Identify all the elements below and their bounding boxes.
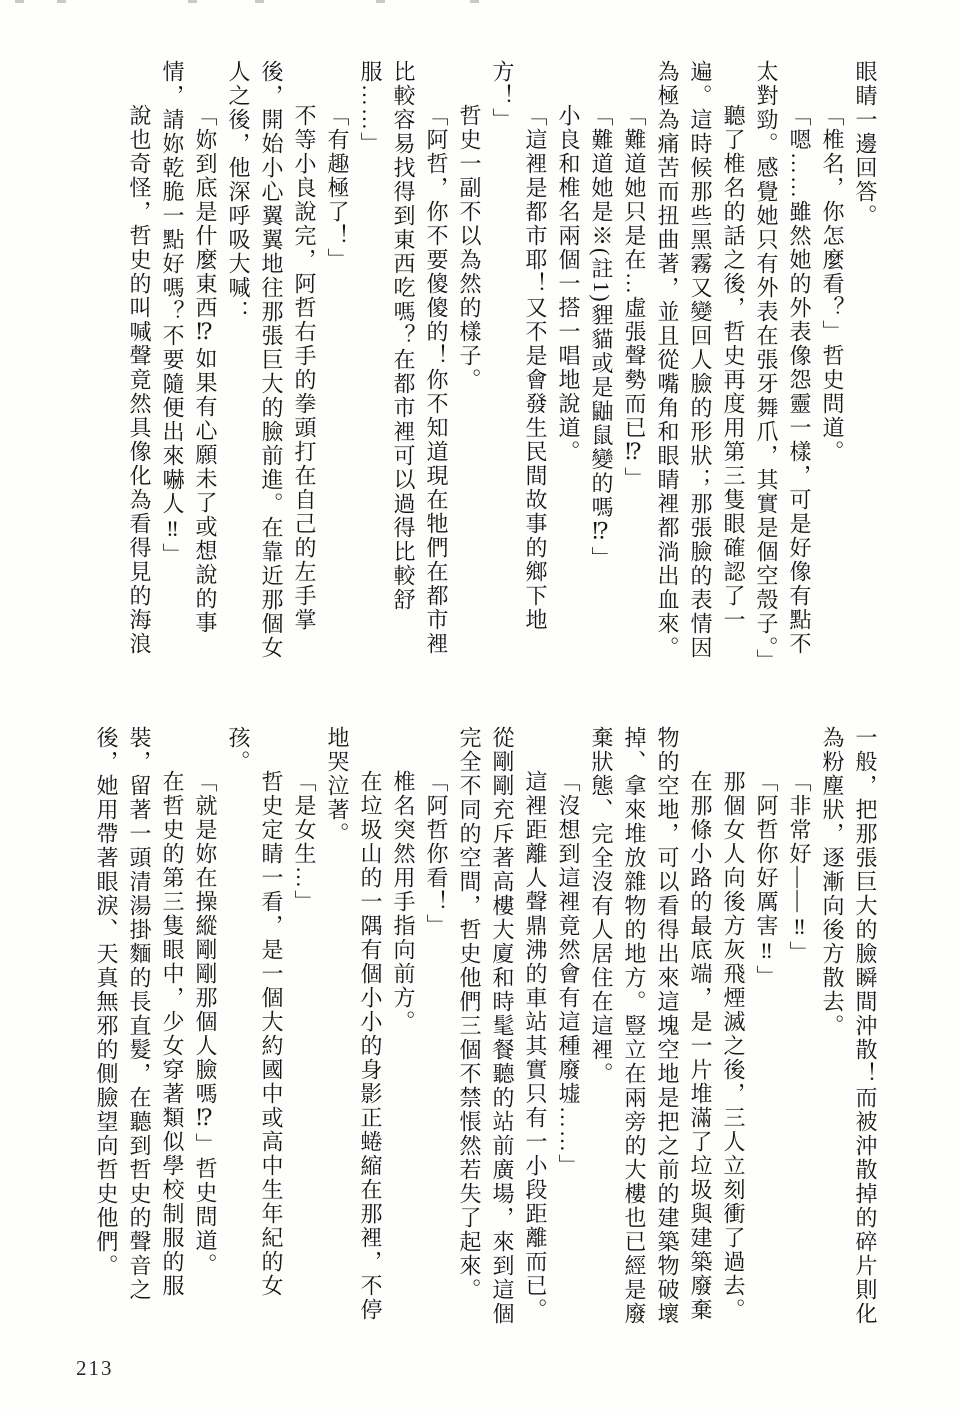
paragraph: 「是女生…」 [292,770,317,914]
scan-artifact [470,0,479,3]
paragraph: 在垃圾山的一隅有個小小的身影正蜷縮在那裡，不停地哭泣著。 [325,726,383,1322]
paragraph: 說也奇怪，哲史的叫喊聲竟然具像化為看得見的海浪 [127,104,152,656]
paragraph: 那個女人向後方灰飛煙滅之後，三人立刻衝了過去。 [721,770,746,1322]
paragraph: 「嗯……雖然她的外表像怨靈一樣，可是好像有點不太對勁。感覺她只有外表在張牙舞爪，其實是個空殼子。」 [754,60,812,673]
paragraph: 「非常好——‼」 [787,770,812,965]
paragraph: 「沒想到這裡竟然會有這種廢墟……」 [556,770,581,1178]
scan-artifact [15,0,24,3]
scan-artifact [376,0,385,3]
scan-artifact [57,0,66,3]
paragraph: 不等小良說完，阿哲右手的拳頭打在自己的左手掌後，開始小心翼翼地往那張巨大的臉前進。在靠近那個女人之後，他深呼吸大喊： [226,60,317,660]
paragraph: 「這裡是都市耶！又不是會發生民間故事的鄉下地方！」 [490,60,548,632]
paragraph: 「有趣極了！」 [325,104,350,272]
paragraph: 「阿哲你好厲害‼」 [754,770,779,989]
paragraph: 椎名突然用手指向前方。 [391,770,416,1034]
paragraph: 一般，把那張巨大的臉瞬間沖散！而被沖散掉的碎片則化為粉塵狀，逐漸向後方散去。 [820,726,878,1326]
paragraph: 這裡距離人聲鼎沸的車站其實只有一小段距離而已。從剛剛充斥著高樓大廈和時髦餐聽的站前廣場，來到這個完全不同的空間，哲史他們三個不禁悵然若失了起來。 [457,726,548,1326]
page-number: 213 [76,1356,114,1380]
scan-artifact [255,0,264,3]
paragraph: 「難道她只是在…虛張聲勢而已⁉」 [622,104,647,491]
paragraph: 哲史定睛一看，是一個大約國中或高中生年紀的女孩。 [226,726,284,1298]
paragraph: 「阿哲你看！」 [424,770,449,938]
paragraph: 聽了椎名的話之後，哲史再度用第三隻眼確認了一遍。這時候那些黑霧又變回人臉的形狀；那張臉的表情因為極為痛苦而扭曲著，並且從嘴角和眼睛裡都淌出血來。 [655,60,746,660]
paragraph: 在那條小路的最底端，是一片堆滿了垃圾與建築廢棄物的空地，可以看得出來這塊空地是把之前的建築物破壞掉、拿來堆放雜物的地方。豎立在兩旁的大樓也已經是廢棄狀態、完全沒有人居住在這裡。 [589,726,713,1326]
scan-artifact [188,0,197,3]
paragraph: 「妳到底是什麼東西⁉如果有心願未了或想說的事情，請妳乾脆一點好嗎？不要隨便出來嚇人‼」 [160,60,218,635]
paragraph: 眼睛一邊回答。 [853,60,878,228]
paragraph: 「阿哲，你不要傻傻的！你不知道現在牠們在都市裡比較容易找得到東西吃嗎？在都市裡可以過得比較舒服……」 [358,60,449,656]
paragraph: 在哲史的第三隻眼中，少女穿著類似學校制服的服裝，留著一頭清湯掛麵的長直髮，在聽到哲史的聲音之後，她用帶著眼淚、天真無邪的側臉望向哲史他們。 [94,726,185,1302]
text-block-bottom [90,726,882,1332]
text-block-top [123,60,882,673]
paragraph: 「難道她是※(註1)貍貓或是鼬鼠變的嗎⁉」 [589,104,614,571]
paragraph: 小良和椎名兩個一搭一唱地說道。 [556,104,581,464]
paragraph: 「椎名，你怎麼看？」哲史問道。 [820,104,845,464]
paragraph: 哲史一副不以為然的樣子。 [457,104,482,392]
paragraph: 「就是妳在操縱剛剛那個人臉嗎⁉」哲史問道。 [193,770,218,1277]
